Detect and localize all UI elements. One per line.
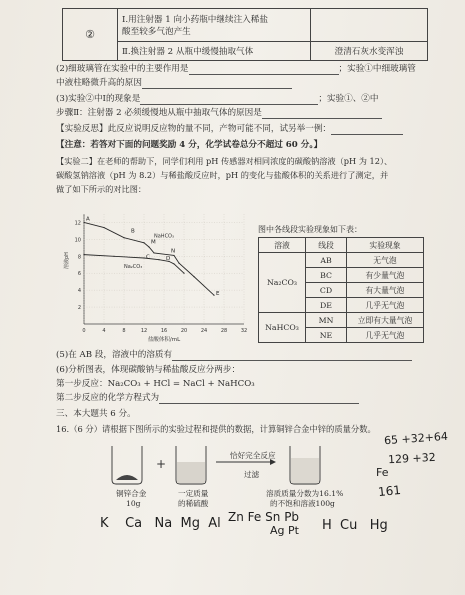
header-segment: 线段 (306, 238, 347, 253)
x-tick-label: 4 (102, 328, 106, 334)
solution-nahco3: NaHCO₃ (259, 313, 306, 343)
x-tick-label: 16 (160, 328, 168, 334)
question-3-text: (3)实验②中Ⅰ的现象是 (56, 94, 141, 104)
observation-cell: 几乎无气泡 (347, 298, 424, 313)
handwritten-calc-1: 65 +32+64 (383, 429, 449, 448)
answer-blank[interactable] (331, 125, 403, 135)
data-point (213, 295, 214, 296)
segment-cell: AB (306, 253, 347, 268)
metal-pb: Pb (284, 510, 300, 524)
question-2-text: (2)细玻璃管在实验中的主要作用是 (56, 64, 189, 74)
answer-blank[interactable] (172, 351, 412, 361)
handwritten-series-mid (228, 510, 299, 524)
result-label-2: 的不饱和溶液100g (270, 499, 335, 508)
point-label-b: B (131, 228, 135, 235)
answer-blank[interactable] (142, 79, 292, 89)
handwritten-side: Fe (376, 466, 389, 479)
y-tick-label: 2 (77, 305, 81, 312)
question-16-text: 16.（6 分）请根据下图所示的实验过程和提供的数据，计算铜锌合金中锌的质量分数。 (56, 424, 376, 434)
data-point (123, 237, 124, 238)
solution-liquid-icon (291, 458, 319, 483)
y-axis-title: 溶液pH (64, 252, 70, 269)
data-point (158, 259, 159, 260)
question-3-line-2 (56, 108, 382, 119)
point-label-m: M (151, 239, 156, 246)
y-tick-label: 12 (74, 220, 81, 227)
acid-label-1: 一定质量 (178, 489, 209, 498)
metal-ca: Ca (125, 516, 143, 531)
data-point (83, 254, 84, 255)
x-tick-label: 20 (180, 328, 188, 334)
solution-na2co3: Na₂CO₃ (259, 253, 306, 313)
segment-cell: CD (306, 283, 347, 298)
step-2-observation: 澄清石灰水变浑浊 (311, 42, 428, 61)
data-point (193, 276, 194, 277)
plus-sign: + (156, 457, 167, 471)
alloy-sample-icon (116, 475, 138, 480)
segment-cell: NE (306, 328, 347, 343)
y-tick-label: 10 (74, 237, 81, 244)
handwritten-calc-2: 129 +32 (387, 450, 437, 467)
x-axis-title: 盐酸体积/mL (147, 337, 181, 343)
segment-cell: DE (306, 298, 347, 313)
experiment-number: ② (63, 9, 118, 61)
x-tick-label: 8 (122, 328, 126, 334)
handwritten-series-extra (270, 524, 299, 537)
question-5-text: (5)在 AB 段，溶液中的溶质有 (56, 350, 173, 360)
step-1-observation (311, 9, 428, 42)
data-point (178, 262, 179, 263)
question-2-text-end: ；实验①中细玻璃管 (338, 64, 416, 74)
handwritten-series-end (322, 518, 388, 533)
observation-table-caption: 图中各线段实验现象如下表： (258, 225, 362, 234)
chart-grid (84, 214, 244, 324)
bonus-note: 【注意：若答对下面的问题奖励 4 分，化学试卷总分不超过 60 分。】 (56, 140, 323, 150)
nahco3-line-label: NaHCO₃ (154, 233, 174, 240)
question-3-text-end: ；实验①、②中 (318, 94, 379, 104)
point-label-d: D (166, 256, 171, 263)
answer-blank[interactable] (159, 394, 359, 404)
question-2-line-2 (56, 78, 292, 89)
segment-cell: BC (306, 268, 347, 283)
question-3-line-1 (56, 94, 379, 105)
observation-cell: 有少量气泡 (347, 268, 424, 283)
x-tick-label: 0 (82, 328, 86, 334)
data-point (173, 263, 174, 264)
point-label-c: C (146, 254, 150, 261)
metal-na: Na (154, 516, 173, 531)
data-point (143, 242, 144, 243)
observation-cell: 有大量气泡 (347, 283, 424, 298)
experiment-table (62, 8, 428, 61)
acid-label-2: 的稀硫酸 (178, 499, 209, 508)
metal-fe: Fe (247, 510, 262, 524)
metal-zn: Zn (228, 510, 244, 524)
reflection-line (56, 124, 403, 135)
experiment-2-line-3: 做了如下所示的对比图： (56, 184, 147, 194)
answer-blank[interactable] (262, 109, 382, 119)
data-point (113, 256, 114, 257)
x-tick-label: 32 (240, 328, 248, 334)
reflection-text: 【实验反思】此反应说明反应物的量不同，产物可能不同，试另举一例： (56, 124, 332, 134)
question-6-text-3: 第二步反应的化学方程式为 (56, 393, 160, 403)
observation-cell: 立即有大量气泡 (347, 313, 424, 328)
x-tick-label: 28 (220, 328, 228, 334)
metal-cu: Cu (340, 518, 358, 533)
point-label-a: A (86, 216, 90, 223)
section-3-heading: 三、本大题共 6 分。 (56, 409, 136, 419)
answer-blank[interactable] (140, 95, 318, 105)
point-label-n: N (171, 248, 176, 255)
x-tick-label: 24 (200, 328, 208, 334)
alloy-mass: 10g (126, 499, 141, 508)
header-observation: 实验现象 (347, 238, 424, 253)
arrow-label-bottom: 过滤 (244, 470, 260, 479)
handwritten-activity-series (100, 516, 221, 531)
observation-table (258, 237, 424, 343)
experiment-2-line-2: 碳酸氢钠溶液（pH 为 8.2）与稀盐酸反应时，pH 的变化与盐酸体积的关系进行了测定，并 (56, 170, 389, 180)
acid-liquid-icon (177, 462, 205, 483)
metal-h: H (322, 518, 332, 533)
point-label-e: E (216, 290, 220, 297)
step-1-text: Ⅰ.用注射器 1 向小药瓶中继续注入稀盐 (122, 15, 268, 25)
y-tick-label: 8 (77, 254, 81, 261)
alloy-label: 铜锌合金 (116, 489, 147, 498)
observation-cell: 无气泡 (347, 253, 424, 268)
experiment-2-line-1: 【实验二】在老师的帮助下，同学们利用 pH 传感器对相同浓度的碳酸钠溶液（pH 为 12）、 (56, 156, 393, 166)
question-5-line (56, 350, 412, 361)
data-point (173, 255, 174, 256)
question-2-text-2: 中液柱略微升高的原因 (56, 78, 142, 88)
metal-sn: Sn (265, 510, 281, 524)
y-tick-label: 6 (77, 271, 81, 278)
handwritten-calc-3: 161 (377, 482, 402, 500)
metal-al: Al (208, 516, 221, 531)
step-1-cell (118, 9, 311, 42)
y-tick-label: 4 (77, 288, 81, 295)
answer-blank[interactable] (189, 65, 339, 75)
question-6-line-1: (6)分析图表，体现碳酸钠与稀盐酸反应分两步： (56, 365, 241, 375)
header-solution: 溶液 (259, 238, 306, 253)
step-2-text: Ⅱ.换注射器 2 从瓶中缓慢抽取气体 (118, 42, 311, 61)
step-1-text-b: 酸至较多气泡产生 (122, 27, 191, 37)
data-point (143, 257, 144, 258)
data-point (153, 252, 154, 253)
metal-mg: Mg (180, 516, 200, 531)
data-point (183, 273, 184, 274)
data-point (83, 222, 84, 223)
metal-hg: Hg (369, 518, 388, 533)
ph-chart (62, 206, 252, 344)
question-6-line-3 (56, 393, 359, 404)
question-3-text-2: 步骤Ⅱ：注射器 2 必须缓慢地从瓶中抽取气体的原因是 (56, 108, 262, 118)
metal-pt: Pt (288, 524, 299, 537)
x-tick-label: 12 (140, 328, 148, 334)
result-label-1: 溶质质量分数为16.1% (266, 489, 344, 498)
question-2-line-1 (56, 64, 416, 75)
metal-k: K (100, 516, 109, 531)
question-6-line-2: 第一步反应：Na₂CO₃ + HCl = NaCl + NaHCO₃ (56, 379, 255, 389)
observation-cell: 几乎无气泡 (347, 328, 424, 343)
segment-cell: MN (306, 313, 347, 328)
arrow-label-top: 恰好完全反应 (230, 451, 276, 460)
data-point (148, 246, 149, 247)
na2co3-line-label: Na₂CO₃ (124, 264, 143, 271)
data-point (103, 227, 104, 228)
metal-ag: Ag (270, 524, 285, 537)
